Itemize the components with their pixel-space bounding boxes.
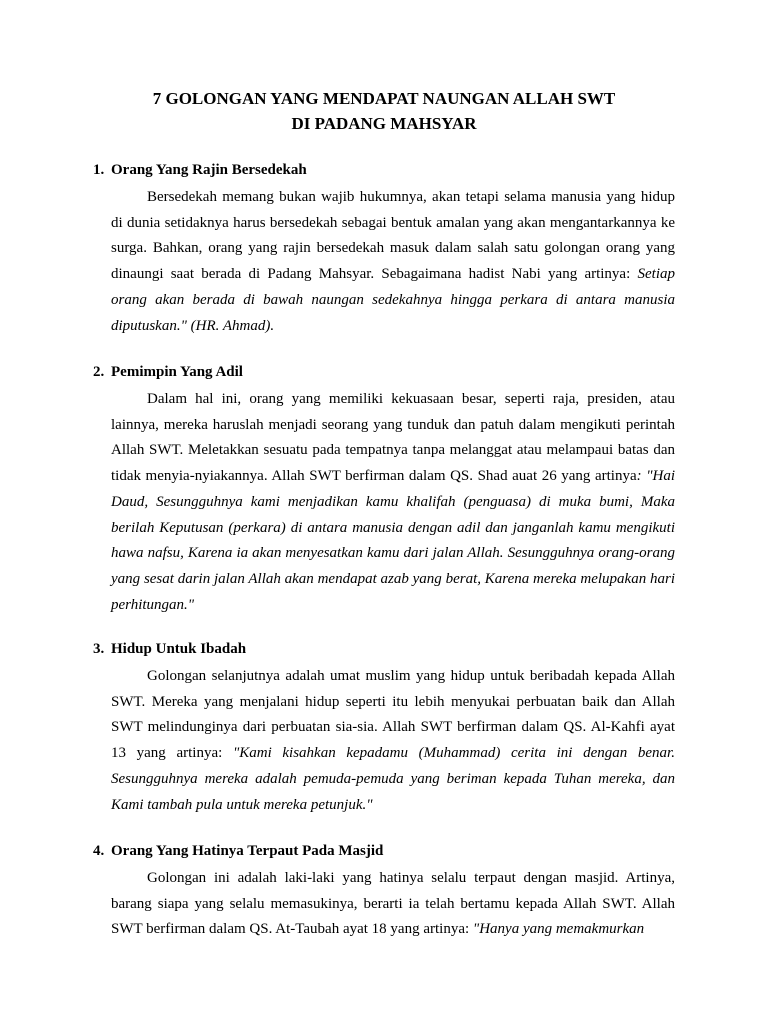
section-body [111,664,675,818]
section-text: Dalam hal ini, orang yang memiliki kekuasaan besar, seperti raja, presiden, atau lainnya, mereka haruslah menjadi seorang yang tunduk dan patuh dalam mengikuti perintah Allah SWT. Meletakkan sesuatu pada tempatnya tanpa melanggat atau melampaui batas dan tidak menyia-nyiakannya. Allah SWT berfirman dalam QS. Shad auat 26 yang artinya [111,391,675,485]
section-number: 2. [93,364,105,380]
section-body [111,185,675,339]
section-heading [93,160,675,180]
document-title-line-1: 7 GOLONGAN YANG MENDAPAT NAUNGAN ALLAH SWT [152,89,616,108]
section-title: Orang Yang Hatinya Terpaut Pada Masjid [111,843,384,859]
section-number: 1. [93,162,105,178]
section-number: 4. [93,843,105,859]
section-title: Orang Yang Rajin Bersedekah [111,162,307,178]
section-number: 3. [93,641,105,657]
section-hidup-untuk-ibadah [93,639,675,818]
section-title: Pemimpin Yang Adil [111,364,243,380]
section-rajin-bersedekah [93,160,675,339]
section-heading [93,362,675,382]
section-text: Golongan ini adalah laki-laki yang hatinya selalu terpaut dengan masjid. Artinya, barang siapa yang selalu memasukinya, berarti ia telah bertamu kepada Allah SWT. Allah SWT berfirman dalam QS. At-Taubah ayat 18 yang artinya: [111,870,675,938]
section-text: Bersedekah memang bukan wajib hukumnya, akan tetapi selama manusia yang hidup di dunia setidaknya harus bersedekah sebagai bentuk amalan yang akan mengantarkannya ke surga. Bahkan, orang yang rajin bersedekah masuk dalam salah satu golongan orang yang dinaungi saat berada di Padang Mahsyar. Sebagaimana hadist Nabi yang artinya: [111,189,675,283]
section-quote: : "Hai Daud, Sesungguhnya kami menjadikan kamu khalifah (penguasa) di muka bumi, Maka berilah Keputusan (perkara) di antara manusia dengan adil dan janganlah kamu mengikuti hawa nafsu, Karena ia akan menyesatkan kamu dari jalan Allah. Sesungguhnya orang-orang yang sesat darin jalan Allah akan mendapat azab yang berat, Karena mereka melupakan hari perhitungan." [111,468,675,613]
section-text: Golongan selanjutnya adalah umat muslim yang hidup untuk beribadah kepada Allah SWT. Mereka yang menjalani hidup seperti itu lebih menyukai perbuatan baik dan Allah SWT melindunginya dari perbuatan sia-sia. Allah SWT berfirman dalam QS. Al-Kahfi ayat 13 yang artinya: [111,668,675,762]
section-quote: "Kami kisahkan kepadamu (Muhammad) cerita ini dengan benar. Sesungguhnya mereka adalah pemuda-pemuda yang beriman kepada Tuhan mereka, dan Kami tambah pula untuk mereka petunjuk." [111,745,675,813]
section-pemimpin-adil [93,362,675,618]
section-title: Hidup Untuk Ibadah [111,641,247,657]
section-hati-terpaut-masjid [93,841,675,943]
section-quote: Setiap orang akan berada di bawah naungan sedekahnya hingga perkara di antara manusia diputuskan." (HR. Ahmad). [111,266,675,334]
section-body [111,387,675,618]
section-quote: "Hanya yang memakmurkan [472,921,645,938]
document-title-line-2: DI PADANG MAHSYAR [291,114,477,133]
section-body [111,866,675,943]
section-heading [93,639,675,659]
section-heading [93,841,675,861]
